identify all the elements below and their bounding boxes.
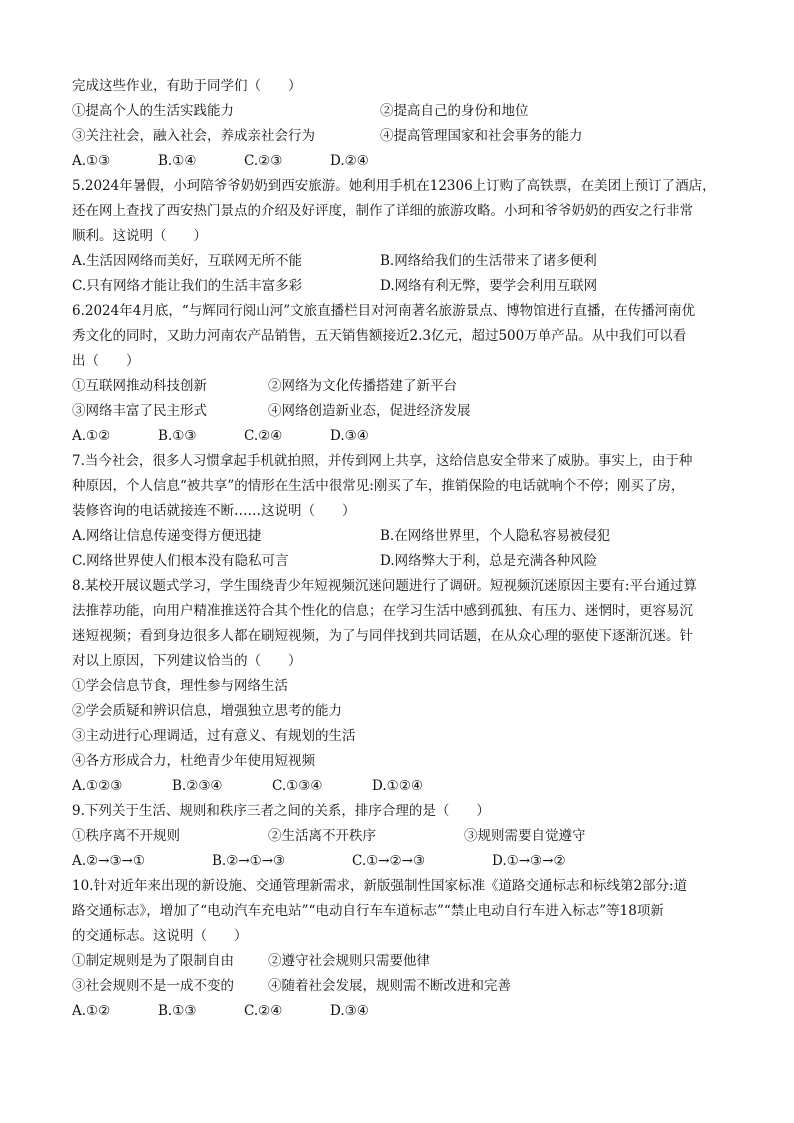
q5-stem-line1: 5.2024年暑假，小珂陪爷爷奶奶到西安旅游。她利用手机在12306上订购了高铁票，在美团上预订了酒店， bbox=[72, 178, 716, 194]
q7-answer-a: A.网络让信息传递变得方便迅捷 bbox=[72, 528, 262, 544]
q8-option-2: ②学会质疑和辨识信息，增强独立思考的能力 bbox=[72, 703, 342, 719]
q10-answer-d: D.③④ bbox=[330, 1003, 369, 1019]
q9-option-1: ①秩序离不开规则 bbox=[72, 828, 180, 844]
q8-answer-c: C.①③④ bbox=[272, 778, 323, 794]
q9-stem: 9.下列关于生活、规则和秩序三者之间的关系，排序合理的是（ ） bbox=[72, 803, 490, 819]
q9-answer-b: B.②→①→③ bbox=[212, 853, 286, 869]
q4-option-1: ①提高个人的生活实践能力 bbox=[72, 103, 234, 119]
q9-answer-a: A.②→③→① bbox=[72, 853, 145, 869]
q8-stem-line1: 8.某校开展议题式学习，学生围绕青少年短视频沉迷问题进行了调研。短视频沉迷原因主要有:平台通过算 bbox=[72, 578, 697, 594]
q7-answer-b: B.在网络世界里，个人隐私容易被侵犯 bbox=[380, 528, 611, 544]
q10-options-row1 bbox=[72, 949, 724, 974]
q5-stem-line3: 顺利。这说明（ ） bbox=[72, 228, 207, 244]
q8-stem-line2: 法推荐功能，向用户精准推送符合其个性化的信息；在学习生活中感到孤独、有压力、迷惘时，更容易沉 bbox=[72, 603, 693, 619]
q6-options-row1 bbox=[72, 374, 724, 399]
q10-answer-a: A.①② bbox=[72, 1003, 111, 1019]
q6-stem-line1: 6.2024年4月底，“与辉同行阅山河”文旅直播栏目对河南著名旅游景点、博物馆进行直播，在传播河南优 bbox=[72, 303, 696, 319]
q6-stem-line2: 秀文化的同时，又助力河南农产品销售，五天销售额接近2.3亿元，超过500万单产品。从中我们可以看 bbox=[72, 328, 687, 344]
q10-option-2: ②遵守社会规则只需要他律 bbox=[268, 953, 430, 969]
q10-option-1: ①制定规则是为了限制自由 bbox=[72, 953, 234, 969]
q7-stem-line2: 种原因，个人信息“被共享”的情形在生活中很常见:刚买了车，推销保险的电话就响个不停；刚买了房， bbox=[72, 478, 685, 494]
q8-stem-line3: 迷短视频；看到身边很多人都在刷短视频，为了与同伴找到共同话题，在从众心理的驱使下逐渐沉迷。针 bbox=[72, 628, 693, 644]
q8-option-1: ①学会信息节食，理性参与网络生活 bbox=[72, 678, 288, 694]
q10-stem-line2: 路交通标志》，增加了“电动汽车充电站”“电动自行车车道标志”“禁止电动自行车进入标志”等18项新 bbox=[72, 903, 664, 919]
q4-answers bbox=[72, 149, 724, 174]
q10-answer-b: B.①③ bbox=[158, 1003, 197, 1019]
q4-options-row2 bbox=[72, 124, 724, 149]
q7-answer-d: D.网络弊大于利，总是充满各种风险 bbox=[380, 553, 598, 569]
q9-option-2: ②生活离不开秩序 bbox=[268, 828, 376, 844]
q6-option-2: ②网络为文化传播搭建了新平台 bbox=[268, 378, 457, 394]
q7-stem-line1: 7.当今社会，很多人习惯拿起手机就拍照，并传到网上共享，这给信息安全带来了威胁。事实上，由于种 bbox=[72, 453, 693, 469]
q5-answers-row1 bbox=[72, 249, 724, 274]
q9-answer-c: C.①→②→③ bbox=[352, 853, 426, 869]
q8-stem-line4: 对以上原因，下列建议恰当的（ ） bbox=[72, 653, 302, 669]
q6-answer-a: A.①② bbox=[72, 428, 111, 444]
q8-option-3: ③主动进行心理调适，过有意义、有规划的生活 bbox=[72, 728, 356, 744]
q4-option-4: ④提高管理国家和社会事务的能力 bbox=[380, 128, 583, 144]
q4-option-2: ②提高自己的身份和地位 bbox=[380, 103, 529, 119]
q6-answer-c: C.②④ bbox=[244, 428, 283, 444]
q5-answers-row2 bbox=[72, 274, 724, 299]
q5-stem-line2: 还在网上查找了西安热门景点的介绍及好评度，制作了详细的旅游攻略。小珂和爷爷奶奶的西安之行非常 bbox=[72, 203, 693, 219]
q8-answer-b: B.②③④ bbox=[172, 778, 223, 794]
q5-answer-a: A.生活因网络而美好，互联网无所不能 bbox=[72, 253, 303, 269]
q5-answer-b: B.网络给我们的生活带来了诸多便利 bbox=[380, 253, 597, 269]
q6-option-4: ④网络创造新业态，促进经济发展 bbox=[268, 403, 471, 419]
q8-answers bbox=[72, 774, 724, 799]
q10-options-row2 bbox=[72, 974, 724, 999]
q4-stem: 完成这些作业，有助于同学们（ ） bbox=[72, 78, 302, 94]
q8-answer-a: A.①②③ bbox=[72, 778, 123, 794]
q10-option-4: ④随着社会发展，规则需不断改进和完善 bbox=[268, 978, 511, 994]
q5-answer-c: C.只有网络才能让我们的生活丰富多彩 bbox=[72, 278, 303, 294]
q4-answer-a: A.①③ bbox=[72, 153, 111, 169]
q4-answer-d: D.②④ bbox=[330, 153, 369, 169]
q9-options bbox=[72, 824, 724, 849]
q7-answers-row2 bbox=[72, 549, 724, 574]
q5-answer-d: D.网络有利无弊，要学会利用互联网 bbox=[380, 278, 598, 294]
q6-answer-b: B.①③ bbox=[158, 428, 197, 444]
exam-page bbox=[72, 74, 724, 1024]
q10-stem-line1: 10.针对近年来出现的新设施、交通管理新需求，新版强制性国家标准《道路交通标志和标线第2部分:道 bbox=[72, 878, 688, 894]
q10-answer-c: C.②④ bbox=[244, 1003, 283, 1019]
q6-option-3: ③网络丰富了民主形式 bbox=[72, 403, 207, 419]
q8-option-4: ④各方形成合力，杜绝青少年使用短视频 bbox=[72, 753, 315, 769]
q10-option-3: ③社会规则不是一成不变的 bbox=[72, 978, 234, 994]
q8-answer-d: D.①②④ bbox=[372, 778, 423, 794]
q4-option-3: ③关注社会，融入社会，养成亲社会行为 bbox=[72, 128, 315, 144]
q4-options-row1 bbox=[72, 99, 724, 124]
q4-answer-b: B.①④ bbox=[158, 153, 197, 169]
q7-answer-c: C.网络世界使人们根本没有隐私可言 bbox=[72, 553, 289, 569]
q9-option-3: ③规则需要自觉遵守 bbox=[464, 828, 586, 844]
q7-stem-line3: 装修咨询的电话就接连不断……这说明（ ） bbox=[72, 503, 356, 519]
q6-stem-line3: 出（ ） bbox=[72, 353, 140, 369]
q7-answers-row1 bbox=[72, 524, 724, 549]
q6-option-1: ①互联网推动科技创新 bbox=[72, 378, 207, 394]
q9-answer-d: D.①→③→② bbox=[492, 853, 566, 869]
q10-answers bbox=[72, 999, 724, 1024]
q9-answers bbox=[72, 849, 724, 874]
q4-answer-c: C.②③ bbox=[244, 153, 283, 169]
q10-stem-line3: 的交通标志。这说明（ ） bbox=[72, 928, 248, 944]
q6-options-row2 bbox=[72, 399, 724, 424]
q6-answers bbox=[72, 424, 724, 449]
q6-answer-d: D.③④ bbox=[330, 428, 369, 444]
